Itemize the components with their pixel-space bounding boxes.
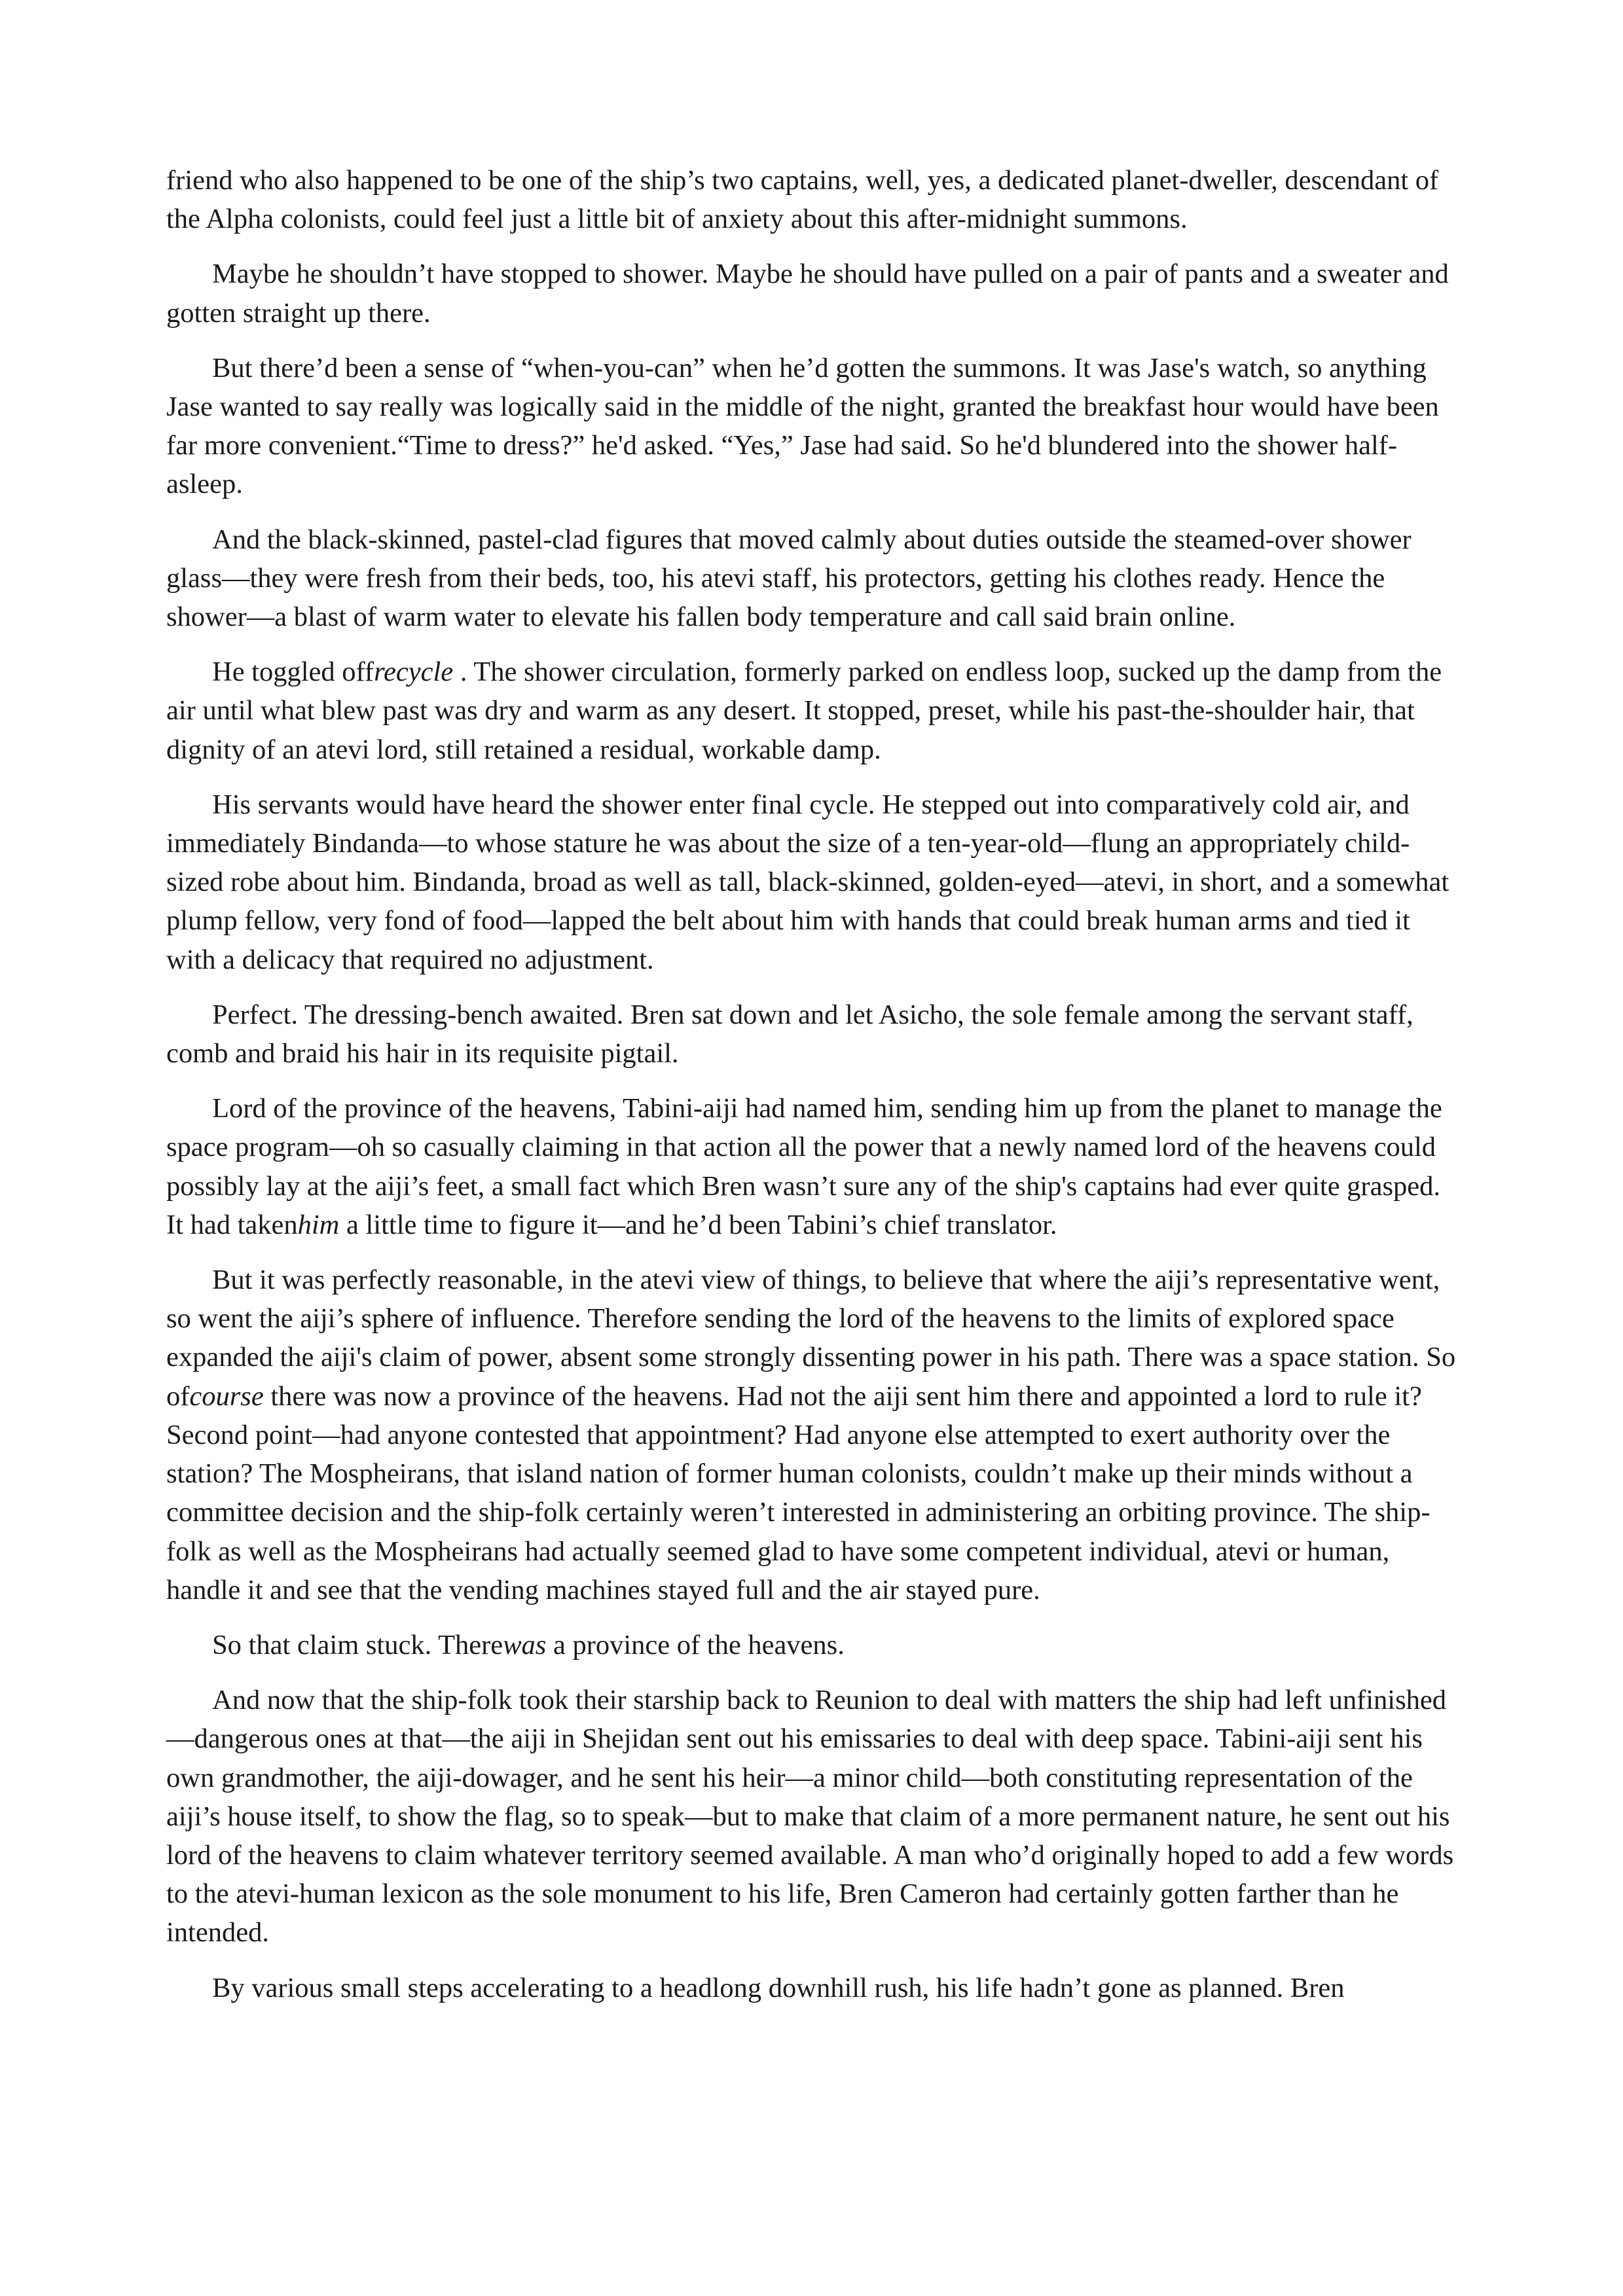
paragraph-text: Perfect. The dressing-bench awaited. Bren sat down and let Asicho, the sole female among the servant staff, comb and braid his hair in its requisite pigtail. [166,999,1413,1069]
paragraph [166,1089,1463,1244]
paragraph [166,349,1463,504]
paragraph-text: But it was perfectly reasonable, in the atevi view of things, to believe that where the aiji’s representative went, so went the aiji’s sphere of influence. Therefore sending the lord of the heavens to the limits of explored space expanded the aiji's claim of power, absent some strongly dissenting power in his path. There was a space station. So of [166,1265,1456,1412]
paragraph-text: a province of the heavens. [546,1629,845,1660]
paragraph [166,1969,1463,2007]
paragraph-text: friend who also happened to be one of the ship’s two captains, well, yes, a dedicated planet-dweller, descendant of the Alpha colonists, could feel just a little bit of anxiety about this after-midnight summons. [166,165,1439,235]
italic-text: recycle [374,656,454,688]
paragraph-text: He toggled off [212,656,374,688]
paragraph-text: Lord of the province of the heavens, Tabini-aiji had named him, sending him up from the planet to manage the space program—oh so casually claiming in that action all the power that a newly named lord of the heavens could possibly lay at the aiji’s feet, a small fact which Bren wasn’t sure any of the ship's captains had ever quite grasped. It had taken [166,1093,1442,1240]
paragraph-text: Maybe he shouldn’t have stopped to shower. Maybe he should have pulled on a pair of pants and a sweater and gotten straight up there. [166,259,1449,329]
paragraph [166,1681,1463,1952]
paragraph-text: there was now a province of the heavens. Had not the aiji sent him there and appointed a lord to rule it? Second point—had anyone contested that appointment? Had anyone else attempted to exert authority over the station? The Mospheirans, that island nation of former human colonists, couldn’t make up their minds without a committee decision and the ship-folk certainly weren’t interested in administering an orbiting province. The ship-folk as well as the Mospheirans had actually seemed glad to have some competent individual, atevi or human, handle it and see that the vending machines stayed full and the air stayed pure. [166,1380,1431,1605]
paragraph [166,653,1463,769]
italic-text: him [297,1209,340,1240]
paragraph-text: And now that the ship-folk took their starship back to Reunion to deal with matters the ship had left unfinished—dangerous ones at that—the aiji in Shejidan sent out his emissaries to deal with deep space. Tabini-aiji sent his own grandmother, the aiji-dowager, and he sent his heir—a minor child—both constituting representation of the aiji’s house itself, to show the flag, so to speak—but to make that claim of a more permanent nature, he sent out his lord of the heavens to claim whatever territory seemed available. A man who’d originally hoped to add a few words to the atevi-human lexicon as the sole monument to his life, Bren Cameron had certainly gotten farther than he intended. [166,1685,1454,1948]
paragraph-text: And the black-skinned, pastel-clad figures that moved calmly about duties outside the steamed-over shower glass—they were fresh from their beds, too, his atevi staff, his protectors, getting his clothes ready. Hence the shower—a blast of warm water to elevate his fallen body temperature and call said brain online. [166,524,1412,633]
paragraph-text: But there’d been a sense of “when-you-can” when he’d gotten the summons. It was Jase's watch, so anything Jase wanted to say really was logically said in the middle of the night, granted the breakfast hour would have been far more convenient.“Time to dress?” he'd asked. “Yes,” Jase had said. So he'd blundered into the shower half-asleep. [166,352,1439,500]
paragraph [166,996,1463,1073]
paragraph [166,520,1463,637]
paragraph-text: a little time to figure it—and he’d been Tabini’s chief translator. [339,1209,1057,1240]
paragraph [166,255,1463,332]
paragraph [166,1626,1463,1664]
paragraph-text: So that claim stuck. There [212,1629,503,1660]
italic-text: was [503,1629,547,1660]
document-page [166,161,1463,2024]
paragraph [166,161,1463,238]
italic-text: course [189,1380,264,1412]
paragraph-text: By various small steps accelerating to a headlong downhill rush, his life hadn’t gone as planned. Bren [212,1972,1345,2003]
paragraph [166,1261,1463,1609]
paragraph-text: His servants would have heard the shower enter final cycle. He stepped out into comparatively cold air, and immediately Bindanda—to whose stature he was about the size of a ten-year-old—flung an appropriately child-sized robe about him. Bindanda, broad as well as tall, black-skinned, golden-eyed—atevi, in short, and a somewhat plump fellow, very fond of food—lapped the belt about him with hands that could break human arms and tied it with a delicacy that required no adjustment. [166,789,1450,975]
paragraph [166,785,1463,979]
paragraph-text: . The shower circulation, formerly parked on endless loop, sucked up the damp from the air until what blew past was dry and warm as any desert. It stopped, preset, while his past-the-shoulder hair, that dignity of an atevi lord, still retained a residual, workable damp. [166,656,1442,765]
